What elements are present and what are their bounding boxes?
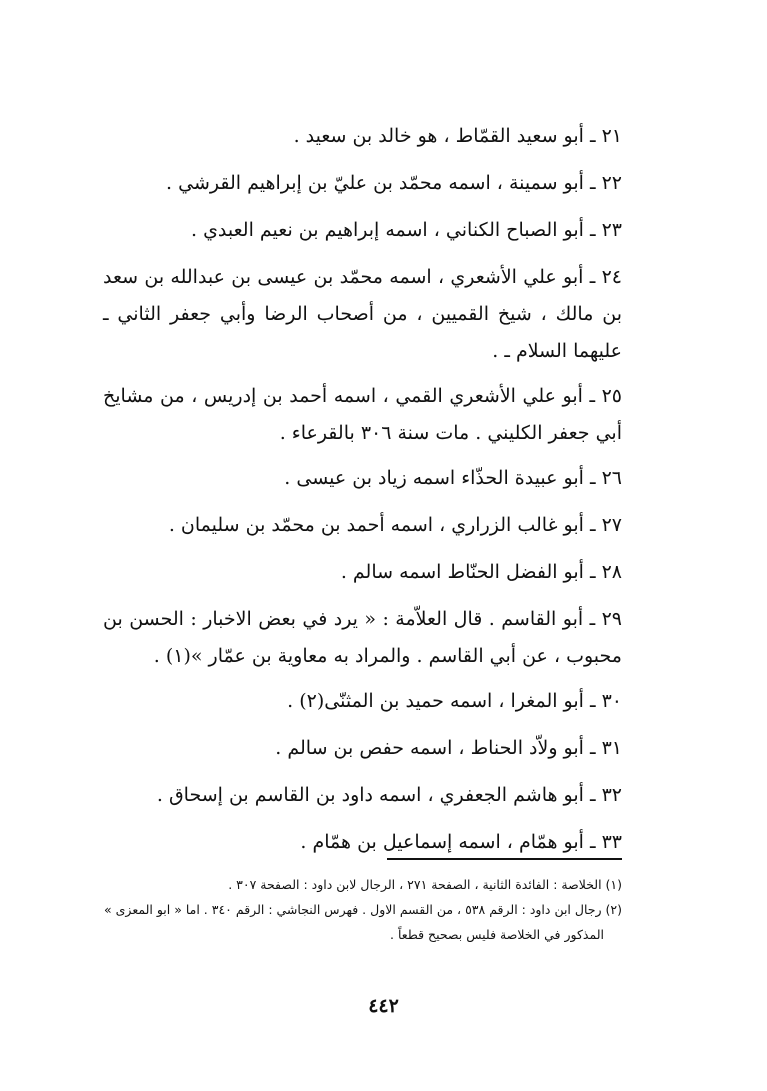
entry-24: ٢٤ ـ أبو علي الأشعري ، اسمه محمّد بن عيسى بن عبدالله بن سعد بن مالك ، شيخ القميين ، من أصحاب الرضا وأبي جعفر الثاني ـ عليهما السلام ـ . (103, 266, 622, 362)
entry-28: ٢٨ ـ أبو الفضل الحنّاط اسمه سالم . (340, 561, 622, 583)
entry-30: ٣٠ ـ أبو المغرا ، اسمه حميد بن المثنّى(٢) . (287, 690, 622, 712)
footnote-2: (٢) رجال ابن داود : الرقم ٥٣٨ ، من القسم الاول . فهرس النجاشي : الرقم ٣٤٠ . اما « ابو المعزى » (104, 902, 622, 917)
entry-25: ٢٥ ـ أبو علي الأشعري القمي ، اسمه أحمد بن إدريس ، من مشايخ أبي جعفر الكليني . مات سنة ٣٠٦ بالقرعاء . (103, 385, 622, 444)
page-number: ٤٤٢ (368, 995, 399, 1017)
entry-32: ٣٢ ـ أبو هاشم الجعفري ، اسمه داود بن القاسم بن إسحاق . (156, 784, 622, 806)
entry-27: ٢٧ ـ أبو غالب الزراري ، اسمه أحمد بن محمّد بن سليمان . (168, 514, 622, 536)
entries-list (103, 118, 622, 871)
entry-29: ٢٩ ـ أبو القاسم . قال العلاّمة : « يرد في بعض الاخبار : الحسن بن محبوب ، عن أبي القاسم . والمراد به معاوية بن عمّار »(١) . (103, 608, 622, 667)
footnotes (100, 872, 622, 947)
footnote-2-continuation: المذكور في الخلاصة فليس بصحيح قطعاً . (390, 927, 604, 942)
footnote-separator (387, 858, 622, 860)
entry-31: ٣١ ـ أبو ولاّد الحناط ، اسمه حفص بن سالم . (275, 737, 622, 759)
entry-33: ٣٣ ـ أبو همّام ، اسمه إسماعيل بن همّام . (300, 831, 622, 853)
entry-26: ٢٦ ـ أبو عبيدة الحذّاء اسمه زياد بن عيسى . (284, 467, 622, 489)
footnote-1: (١) الخلاصة : الفائدة الثانية ، الصفحة ٢٧١ ، الرجال لابن داود : الصفحة ٣٠٧ . (228, 877, 622, 892)
entry-22: ٢٢ ـ أبو سمينة ، اسمه محمّد بن عليّ بن إبراهيم القرشي . (166, 172, 622, 194)
entry-23: ٢٣ ـ أبو الصباح الكناني ، اسمه إبراهيم بن نعيم العبدي . (190, 219, 622, 241)
entry-21: ٢١ ـ أبو سعيد القمّاط ، هو خالد بن سعيد . (293, 125, 622, 147)
